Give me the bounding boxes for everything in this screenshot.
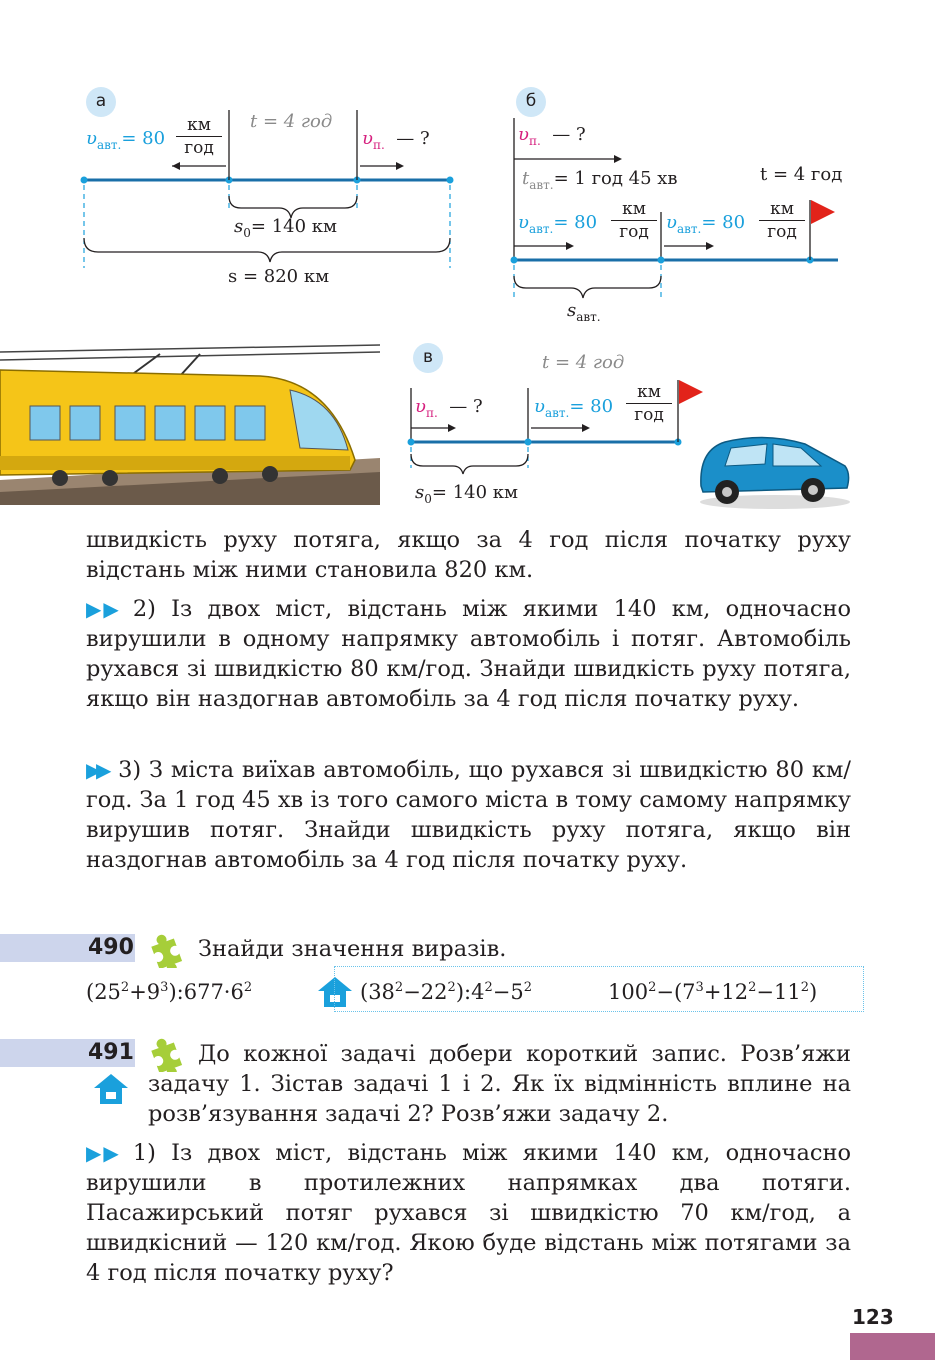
task-490-expr-1: $(25^2+9^3):677\cdot 6^2$ xyxy=(86,980,253,1004)
train-illustration xyxy=(0,340,380,505)
diagram-b-v-car1: $\upsilon_{авт.}= 80$ xyxy=(518,212,598,236)
task-491-paragraph-1: ▶▶ 1) Із двох міст, відстань між якими 140 км, одночасно вирушили в протилежних напрямках два потяги. Пасажирський потяг рухався зі швидкістю 70 км/год, а швидкісний — 120 км/год. Якою буде відстань між потягами за 4 год після початку руху? xyxy=(86,1140,851,1286)
diagram-b-badge: б xyxy=(516,87,546,117)
diagram-b-s-car: $s_{авт.}$ xyxy=(567,300,601,324)
diagram-v-badge: в xyxy=(413,343,443,373)
diagram-v-s0: $s_0= 140$ км xyxy=(415,482,519,506)
double-arrow-icon: ▶▶ xyxy=(86,1141,121,1165)
task-490-expr-3: $100^2-(7^3+12^2-11^2)$ xyxy=(608,980,818,1004)
task-490-expr-2: $(38^2-22^2):4^2-5^2$ xyxy=(360,980,532,1004)
diagram-a-unit-fraction: км год xyxy=(176,114,222,159)
diagram-b-unit-fraction-1: км год xyxy=(611,198,657,243)
diagram-a-s0: $s_0= 140$ км xyxy=(234,216,338,240)
flag-icon xyxy=(679,380,703,404)
task-490-number: 490 xyxy=(88,935,134,960)
diagram-v-time: t = 4 год xyxy=(542,352,625,373)
diagram-b-t-car: $t_{авт.}= 1$ год 45 хв xyxy=(522,168,678,192)
paragraph-3: ▶▶ 3) З міста виїхав автомобіль, що рухався зі швидкістю 80 км/год. За 1 год 45 хв із того самого міста в тому самому напрямку вирушив потяг. Знайди швидкість руху потяга, якщо він наздогнав автомобіль за 4 год після початку руху. xyxy=(86,757,852,873)
task-491-number: 491 xyxy=(88,1040,134,1065)
double-arrow-icon: ▶▶ xyxy=(86,758,107,782)
diagram-a-v-train: $\upsilon_{п.}$ — ? xyxy=(362,128,430,152)
page-number: 123 xyxy=(852,1305,894,1329)
paragraph-1: швидкість руху потяга, якщо за 4 год після початку руху відстань між ними становила 820 км. xyxy=(86,527,851,583)
flag-icon xyxy=(811,200,835,224)
diagram-a-s: s = 820 км xyxy=(228,266,330,287)
task-490-title: Знайди значення виразів. xyxy=(198,936,507,962)
diagram-b-unit-fraction-2: км год xyxy=(759,198,805,243)
page-number-bar xyxy=(850,1333,935,1360)
diagram-a-v-car: $\upsilon_{авт.}= 80$ xyxy=(86,128,166,152)
diagram-v-unit-fraction: км год xyxy=(626,381,672,426)
car-illustration xyxy=(695,430,855,510)
diagram-v-v-car: $\upsilon_{авт.}= 80$ xyxy=(534,396,614,420)
diagram-a-badge: а xyxy=(86,87,116,117)
house-icon xyxy=(92,1072,130,1106)
paragraph-2: ▶▶ 2) Із двох міст, відстань між якими 140 км, одночасно вирушили в одному напрямку автомобіль і потяг. Автомобіль рухався зі швидкістю 80 км/год. Знайди швидкість руху потяга, якщо він наздогнав автомобіль за 4 год після початку руху. xyxy=(86,596,851,712)
double-arrow-icon: ▶▶ xyxy=(86,597,121,621)
diagram-v-v-train: $\upsilon_{п.}$ — ? xyxy=(415,396,483,420)
diagram-b-v-car2: $\upsilon_{авт.}= 80$ xyxy=(666,212,746,236)
puzzle-icon xyxy=(146,928,186,968)
diagram-a-time: t = 4 год xyxy=(250,111,333,132)
diagram-b-v-train: $\upsilon_{п.}$ — ? xyxy=(518,124,586,148)
task-491-title: До кожної задачі добери короткий запис. Розв’яжи задачу 1. Зістав задачі 1 і 2. Як їх відмінність вплине на розв’язування задачі 2? Розв’яжи задачу 2. xyxy=(148,1041,851,1127)
diagram-b-time: t = 4 год xyxy=(760,164,843,185)
